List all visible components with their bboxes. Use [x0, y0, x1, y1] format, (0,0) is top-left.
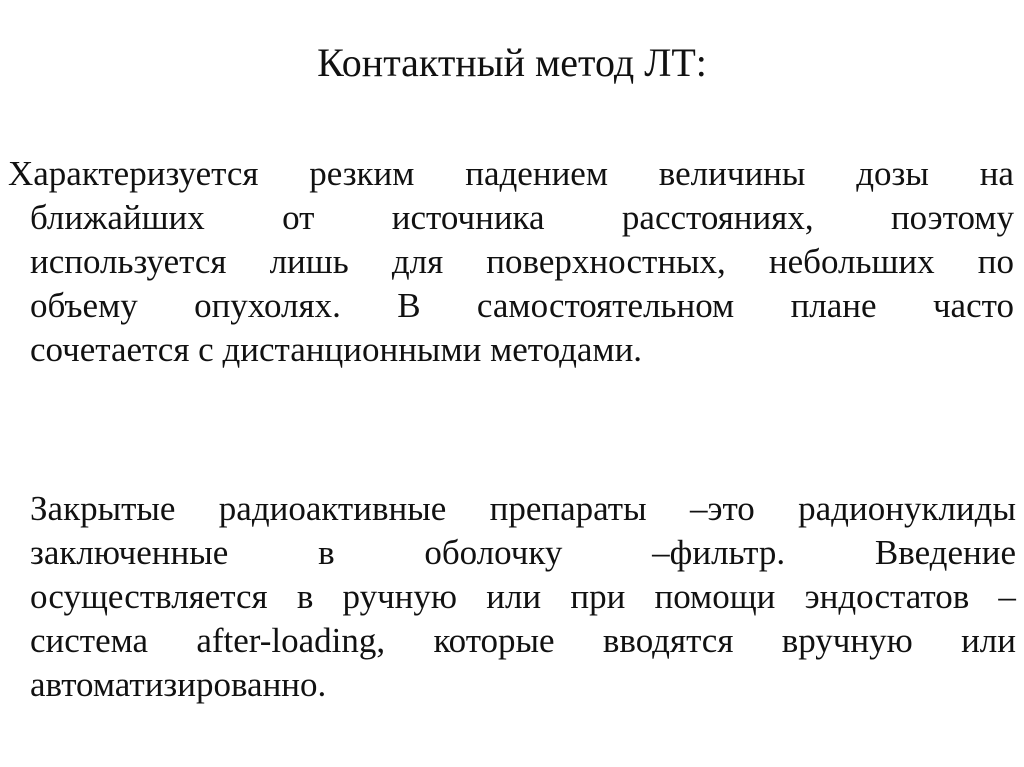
paragraph-line: используется лишь для поверхностных, небольших по: [30, 242, 1014, 281]
paragraph-line: система after-loading, которые вводятся вручную или: [30, 621, 1016, 660]
paragraph-line: автоматизированно.: [30, 665, 327, 704]
paragraph-contact-method-description: [8, 152, 1014, 372]
paragraph-line: объему опухолях. В самостоятельном плане часто: [30, 286, 1014, 325]
paragraph-line: Характеризуется резким падением величины дозы на: [8, 154, 1014, 193]
paragraph-line: ближайших от источника расстояниях, поэтому: [30, 198, 1014, 237]
paragraph-line: сочетается с дистанционными методами.: [30, 330, 643, 369]
paragraph-line: заключенные в оболочку –фильтр. Введение: [30, 533, 1016, 572]
slide-title: Контактный метод ЛТ:: [317, 40, 707, 85]
paragraph-line: осуществляется в ручную или при помощи эндостатов –: [30, 577, 1016, 616]
paragraph-closed-sources-description: [30, 487, 1016, 707]
paragraph-line: Закрытые радиоактивные препараты –это радионуклиды: [30, 489, 1016, 528]
